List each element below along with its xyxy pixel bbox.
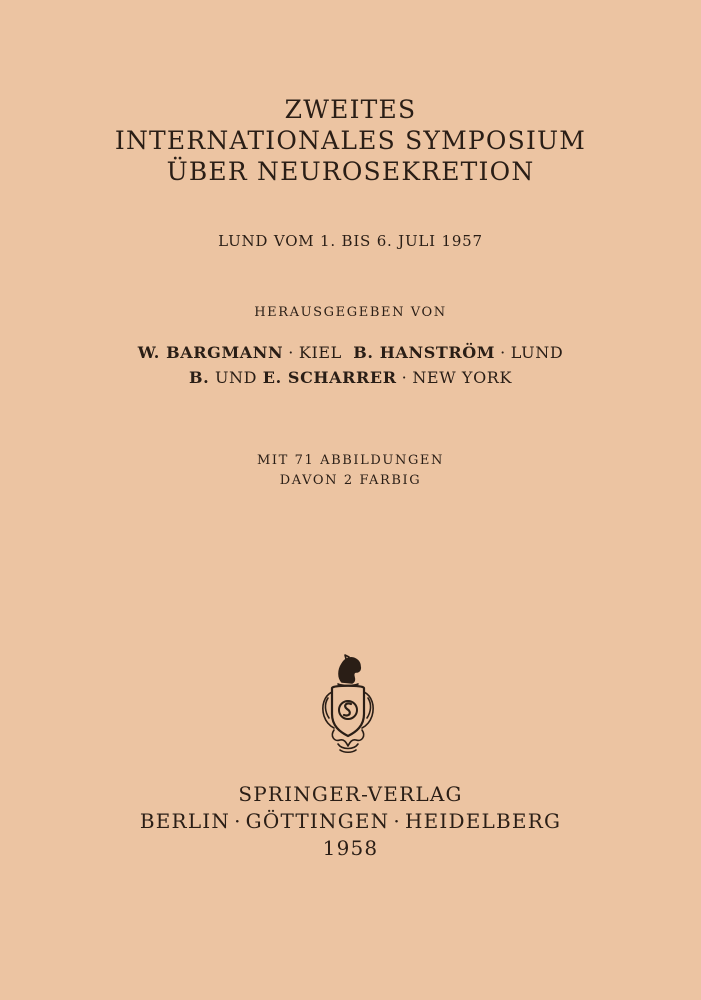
editor-name: B. — [188, 368, 210, 387]
separator: · — [500, 343, 506, 362]
editor-city: NEW YORK — [412, 368, 513, 387]
springer-knight-emblem-icon — [316, 652, 380, 756]
title-line-3: ÜBER NEUROSEKRETION — [166, 157, 535, 186]
editor-city: LUND — [510, 343, 564, 362]
publisher-cities — [0, 811, 701, 831]
editor-name: W. BARGMANN — [137, 343, 284, 362]
separator: · — [393, 809, 401, 833]
publisher-city: BERLIN — [139, 809, 231, 833]
editors-line-1 — [0, 345, 701, 361]
editor-name: E. SCHARRER — [262, 368, 397, 387]
illustrations-line-2: DAVON 2 FARBIG — [279, 473, 422, 488]
separator: · — [401, 368, 408, 387]
title-line-1: ZWEITES — [284, 95, 417, 124]
editor-conjunction: UND — [214, 368, 258, 387]
publisher-name: SPRINGER-VERLAG — [238, 782, 463, 806]
illustrations-line-1: MIT 71 ABBILDUNGEN — [257, 453, 444, 468]
separator: · — [288, 343, 294, 362]
editors-line-2 — [0, 370, 701, 386]
publisher-city: GÖTTINGEN — [245, 809, 390, 833]
editor-name: B. HANSTRÖM — [353, 343, 496, 362]
title-line-2: INTERNATIONALES SYMPOSIUM — [114, 126, 587, 155]
separator: · — [234, 809, 242, 833]
publication-year: 1958 — [322, 836, 379, 860]
meeting-date: LUND VOM 1. BIS 6. JULI 1957 — [218, 232, 483, 250]
publisher-city: HEIDELBERG — [404, 809, 562, 833]
editor-city: KIEL — [298, 343, 342, 362]
edited-by-label: HERAUSGEGEBEN VON — [254, 305, 447, 320]
